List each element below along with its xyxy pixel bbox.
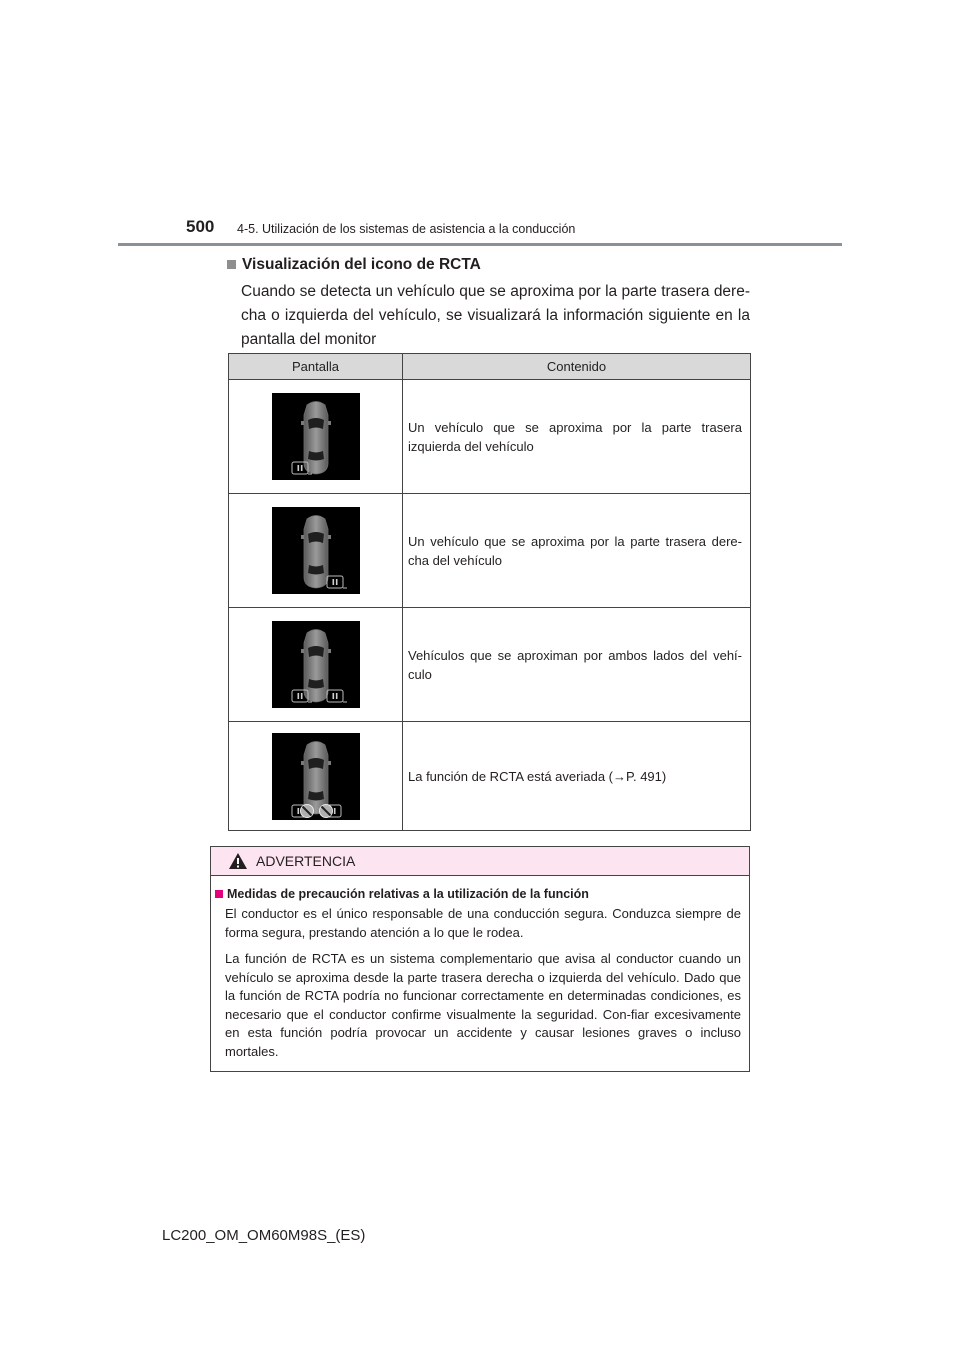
car-top-view-icon: [301, 402, 331, 475]
warning-body: [211, 876, 749, 1061]
section-bullet-icon: [227, 260, 236, 269]
right-indicator-icon: [327, 576, 343, 588]
table-row: [229, 608, 751, 722]
left-malfunction-icon: [300, 804, 313, 817]
warning-subhead: [215, 887, 741, 901]
display-cell: [229, 722, 403, 831]
footer-doc-code: LC200_OM_OM60M98S_(ES): [162, 1227, 366, 1244]
warning-box: [210, 846, 750, 1072]
warning-title: ADVERTENCIA: [256, 853, 356, 869]
column-header-content: Contenido: [403, 354, 751, 380]
section-heading: [226, 255, 750, 275]
section-heading-text: Visualización del icono de RCTA: [242, 256, 481, 273]
warning-header: [211, 847, 749, 876]
right-malfunction-icon: [319, 804, 332, 817]
rcta-section: [226, 255, 750, 352]
column-header-display: Pantalla: [229, 354, 403, 380]
table-row: [229, 722, 751, 831]
warning-triangle-icon: [228, 852, 248, 870]
content-cell: Un vehículo que se aproxima por la parte trasera izquierda del vehículo: [403, 380, 751, 494]
warning-paragraph: La función de RCTA es un sistema complementario que avisa al conductor cuando un vehículo se aproxima desde la parte trasera derecha o izquierda del vehículo. Dado que la función de RCTA podría no funcionar correctamente en determinadas condiciones, es necesario que el conductor confirme visualmente la seguridad. Con-fiar excesivamente en esta función podría provocar un accidente y causar lesiones graves o incluso mortales.: [225, 951, 741, 1059]
rcta-table: [228, 353, 751, 831]
warning-paragraph: El conductor es el único responsable de una conducción segura. Conduzca siempre de forma segura, prestando atención a lo que le rodea.: [225, 906, 741, 940]
car-top-view-icon: [301, 516, 331, 589]
display-cell: [229, 380, 403, 494]
rcta-malfunction-screen: [272, 733, 360, 820]
car-top-view-icon: [301, 741, 331, 814]
display-cell: [229, 608, 403, 722]
header-rule: [118, 243, 842, 246]
table-header-row: [229, 354, 751, 380]
warning-bullet-icon: [215, 890, 223, 898]
page-number: 500: [186, 217, 215, 236]
content-cell: Vehículos que se aproximan por ambos lados del vehí-culo: [403, 608, 751, 722]
rcta-both-sides-screen: [272, 621, 360, 708]
display-cell: [229, 494, 403, 608]
right-indicator-icon: [327, 690, 343, 702]
table-row: [229, 380, 751, 494]
running-head: 4-5. Utilización de los sistemas de asistencia a la conducción: [237, 222, 576, 236]
content-cell: La función de RCTA está averiada (→P. 491): [403, 722, 751, 831]
content-cell: Un vehículo que se aproxima por la parte trasera dere-cha del vehículo: [403, 494, 751, 608]
rcta-right-approach-screen: [272, 507, 360, 594]
rcta-left-approach-screen: [272, 393, 360, 480]
warning-subhead-text: Medidas de precaución relativas a la utilización de la función: [227, 887, 589, 901]
table-row: [229, 494, 751, 608]
section-body: Cuando se detecta un vehículo que se aproxima por la parte trasera dere-cha o izquierda del vehículo, se visualizará la información siguiente en la pantalla del monitor: [241, 283, 750, 348]
car-top-view-icon: [301, 630, 331, 703]
